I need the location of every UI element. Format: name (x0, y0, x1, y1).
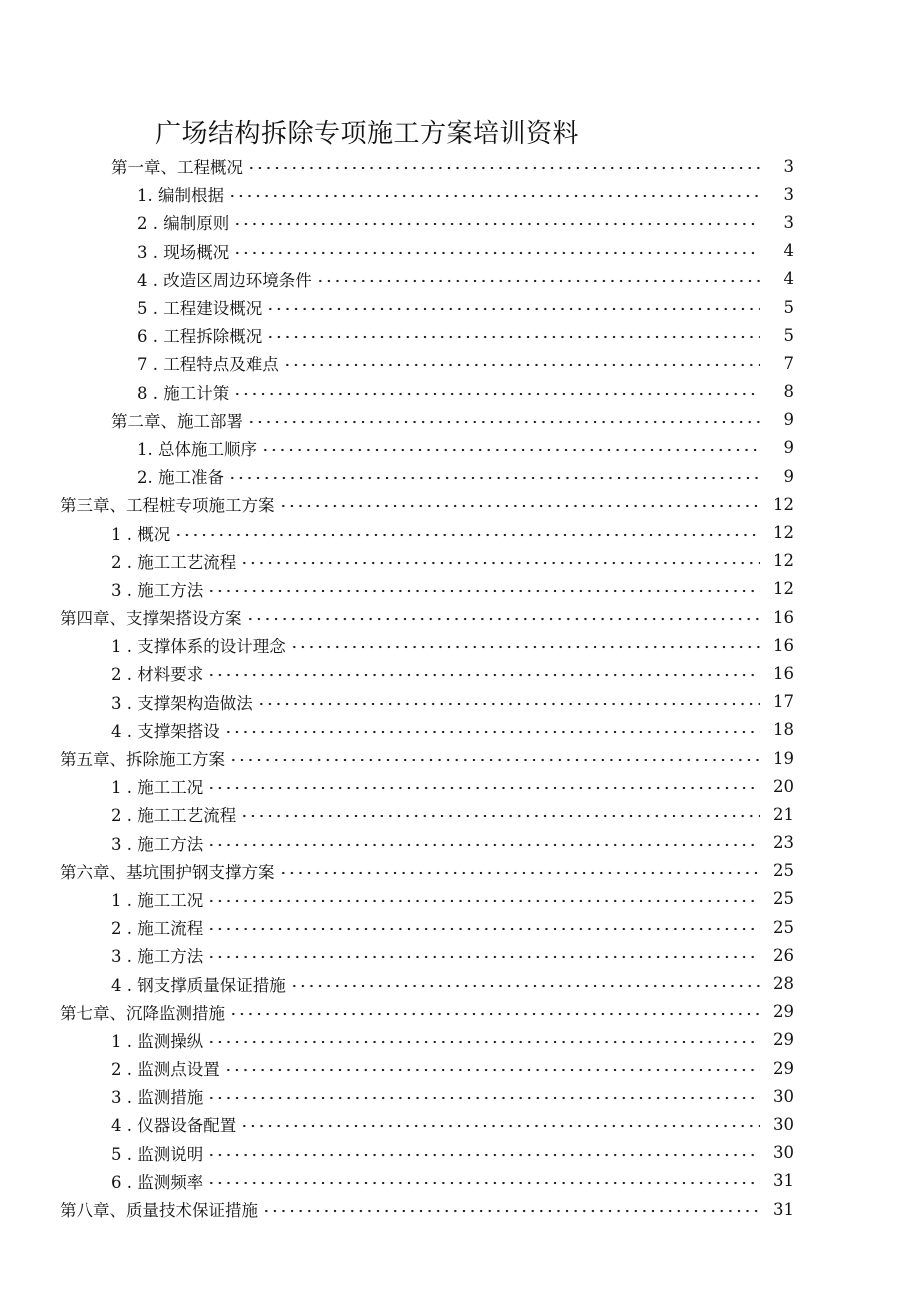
toc-entry[interactable] (0, 321, 920, 349)
toc-entry-page: 26 (773, 945, 794, 965)
toc-dot-leader (233, 245, 760, 261)
toc-entry-page: 23 (773, 833, 794, 853)
toc-entry-page: 9 (783, 438, 794, 458)
toc-entry[interactable] (0, 378, 920, 406)
toc-entry-label: 第六章、基坑围护钢支撑方案 (60, 862, 275, 882)
toc-entry[interactable] (0, 1139, 920, 1167)
table-of-contents (0, 152, 920, 1223)
toc-entry[interactable] (0, 688, 920, 716)
toc-entry-page: 12 (773, 494, 794, 514)
toc-entry-label: 1 . 施工工况 (111, 890, 204, 910)
toc-entry[interactable] (0, 1026, 920, 1054)
toc-entry-chapter-6[interactable] (0, 857, 920, 885)
toc-entry-label: 3 . 施工方法 (111, 947, 204, 967)
toc-entry[interactable] (0, 941, 920, 969)
toc-entry-page: 4 (783, 241, 794, 261)
toc-dot-leader (207, 921, 760, 937)
toc-entry-page: 18 (773, 720, 794, 740)
toc-dot-leader (316, 273, 760, 289)
document-title: 广场结构拆除专项施工方案培训资料 (155, 119, 580, 149)
toc-entry-page: 29 (773, 1058, 794, 1078)
toc-entry-page: 30 (773, 1114, 794, 1134)
toc-entry-chapter-5[interactable] (0, 744, 920, 772)
toc-dot-leader (262, 1203, 760, 1219)
toc-dot-leader (174, 527, 760, 543)
toc-entry-label: 1 . 概况 (111, 524, 171, 544)
toc-entry-label: 4 . 仪器设备配置 (111, 1116, 237, 1136)
toc-entry[interactable] (0, 1082, 920, 1110)
toc-dot-leader (257, 696, 760, 712)
toc-dot-leader (247, 414, 760, 430)
toc-entry-label: 第一章、工程概况 (111, 158, 243, 178)
toc-entry[interactable] (0, 434, 920, 462)
toc-entry-label: 3 . 施工方法 (111, 580, 204, 600)
toc-entry[interactable] (0, 349, 920, 377)
toc-entry-label: 2 . 施工流程 (111, 919, 204, 939)
toc-entry-label: 2 . 材料要求 (111, 665, 204, 685)
toc-dot-leader (240, 555, 760, 571)
toc-entry[interactable] (0, 659, 920, 687)
toc-entry-label: 3 . 监测措施 (111, 1088, 204, 1108)
toc-entry-label: 6 . 监测频率 (111, 1172, 204, 1192)
toc-entry-label: 1 . 监测操纵 (111, 1031, 204, 1051)
toc-entry-label: 5 . 工程建设概况 (137, 299, 263, 319)
toc-dot-leader (279, 498, 761, 514)
toc-entry-page: 25 (773, 917, 794, 937)
toc-entry-label: 6 . 工程拆除概况 (137, 327, 263, 347)
toc-entry-page: 31 (773, 1171, 794, 1191)
toc-entry-page: 16 (773, 635, 794, 655)
toc-entry-page: 20 (773, 776, 794, 796)
toc-dot-leader (283, 357, 760, 373)
toc-entry[interactable] (0, 716, 920, 744)
toc-dot-leader (240, 808, 760, 824)
toc-dot-leader (224, 1062, 760, 1078)
toc-entry-page: 17 (773, 692, 794, 712)
toc-entry-page: 25 (773, 889, 794, 909)
toc-dot-leader (266, 329, 760, 345)
toc-dot-leader (240, 1118, 760, 1134)
toc-entry-label: 3 . 现场概况 (137, 242, 230, 262)
toc-entry-page: 3 (783, 212, 794, 232)
toc-entry-label: 第七章、沉降监测措施 (60, 1003, 225, 1023)
toc-dot-leader (228, 470, 760, 486)
toc-entry-page: 9 (783, 466, 794, 486)
toc-entry-label: 1. 总体施工顺序 (137, 439, 257, 459)
toc-entry-label: 第五章、拆除施工方案 (60, 750, 225, 770)
toc-entry[interactable] (0, 518, 920, 546)
toc-entry-page: 8 (783, 382, 794, 402)
toc-entry[interactable] (0, 265, 920, 293)
toc-entry-page: 29 (773, 1030, 794, 1050)
toc-entry-label: 3 . 施工方法 (111, 834, 204, 854)
toc-entry[interactable] (0, 800, 920, 828)
toc-entry[interactable] (0, 575, 920, 603)
toc-entry-label: 3 . 支撑架构造做法 (111, 693, 253, 713)
toc-entry-page: 16 (773, 663, 794, 683)
toc-entry-label: 2 . 编制原则 (137, 214, 230, 234)
toc-entry[interactable] (0, 631, 920, 659)
toc-dot-leader (207, 1175, 760, 1191)
toc-entry-label: 8 . 施工计策 (137, 383, 230, 403)
toc-entry-page: 3 (783, 156, 794, 176)
toc-entry[interactable] (0, 829, 920, 857)
toc-entry-page: 25 (773, 861, 794, 881)
toc-entry-page: 31 (773, 1199, 794, 1219)
toc-entry-chapter-1[interactable] (0, 152, 920, 180)
toc-entry-label: 1 . 施工工况 (111, 778, 204, 798)
toc-entry-label: 2. 施工准备 (137, 468, 224, 488)
toc-entry-page: 29 (773, 1002, 794, 1022)
toc-dot-leader (207, 893, 760, 909)
toc-dot-leader (261, 442, 760, 458)
toc-dot-leader (207, 583, 760, 599)
toc-dot-leader (229, 752, 760, 768)
toc-entry-label: 第三章、工程桩专项施工方案 (60, 496, 275, 516)
toc-entry-page: 12 (773, 579, 794, 599)
toc-entry-label: 4 . 支撑架搭设 (111, 721, 220, 741)
toc-entry[interactable] (0, 885, 920, 913)
toc-entry-label: 4 . 钢支撑质量保证措施 (111, 975, 286, 995)
toc-dot-leader (207, 1034, 760, 1050)
toc-entry-page: 12 (773, 523, 794, 543)
toc-entry[interactable] (0, 913, 920, 941)
toc-entry-page: 30 (773, 1143, 794, 1163)
toc-dot-leader (266, 301, 760, 317)
toc-entry-page: 21 (773, 804, 794, 824)
toc-entry-chapter-3[interactable] (0, 490, 920, 518)
toc-entry-label: 2 . 施工工艺流程 (111, 806, 237, 826)
toc-entry[interactable] (0, 462, 920, 490)
toc-dot-leader (279, 865, 761, 881)
toc-dot-leader (290, 978, 760, 994)
toc-dot-leader (246, 611, 761, 627)
toc-entry-label: 2 . 监测点设置 (111, 1060, 220, 1080)
toc-entry-label: 1. 编制根据 (137, 186, 224, 206)
toc-dot-leader (207, 1147, 760, 1163)
toc-entry[interactable] (0, 1054, 920, 1082)
toc-entry[interactable] (0, 237, 920, 265)
toc-entry-page: 16 (773, 607, 794, 627)
toc-entry-page: 9 (783, 410, 794, 430)
toc-dot-leader (207, 837, 760, 853)
toc-entry-label: 5 . 监测说明 (111, 1144, 204, 1164)
toc-dot-leader (207, 1090, 760, 1106)
toc-entry-page: 5 (783, 297, 794, 317)
toc-entry-chapter-2[interactable] (0, 406, 920, 434)
toc-entry-page: 7 (783, 353, 794, 373)
toc-entry[interactable] (0, 772, 920, 800)
toc-entry-chapter-7[interactable] (0, 998, 920, 1026)
toc-dot-leader (229, 1006, 760, 1022)
toc-entry-label: 第二章、施工部署 (111, 411, 243, 431)
toc-entry[interactable] (0, 1110, 920, 1138)
toc-entry-label: 4 . 改造区周边环境条件 (137, 270, 312, 290)
toc-dot-leader (247, 160, 760, 176)
toc-entry[interactable] (0, 208, 920, 236)
toc-entry-page: 4 (783, 269, 794, 289)
toc-dot-leader (233, 386, 760, 402)
toc-entry[interactable] (0, 969, 920, 997)
toc-entry[interactable] (0, 1167, 920, 1195)
toc-dot-leader (207, 949, 760, 965)
toc-dot-leader (233, 216, 760, 232)
toc-entry-label: 第八章、质量技术保证措施 (60, 1201, 258, 1221)
toc-entry-label: 2 . 施工工艺流程 (111, 552, 237, 572)
toc-entry-chapter-4[interactable] (0, 603, 920, 631)
toc-entry-label: 1 . 支撑体系的设计理念 (111, 637, 286, 657)
toc-entry-page: 28 (773, 974, 794, 994)
toc-entry-chapter-8[interactable] (0, 1195, 920, 1223)
toc-dot-leader (224, 724, 760, 740)
toc-entry-page: 30 (773, 1086, 794, 1106)
toc-dot-leader (207, 780, 760, 796)
toc-entry-label: 第四章、支撑架搭设方案 (60, 609, 242, 629)
toc-entry-page: 19 (773, 748, 794, 768)
toc-entry[interactable] (0, 180, 920, 208)
toc-entry-page: 3 (783, 184, 794, 204)
toc-entry-label: 7 . 工程特点及难点 (137, 355, 279, 375)
toc-entry[interactable] (0, 547, 920, 575)
toc-entry-page: 12 (773, 551, 794, 571)
toc-entry[interactable] (0, 293, 920, 321)
toc-entry-page: 5 (783, 325, 794, 345)
toc-dot-leader (228, 188, 760, 204)
toc-dot-leader (290, 639, 760, 655)
toc-dot-leader (207, 667, 760, 683)
